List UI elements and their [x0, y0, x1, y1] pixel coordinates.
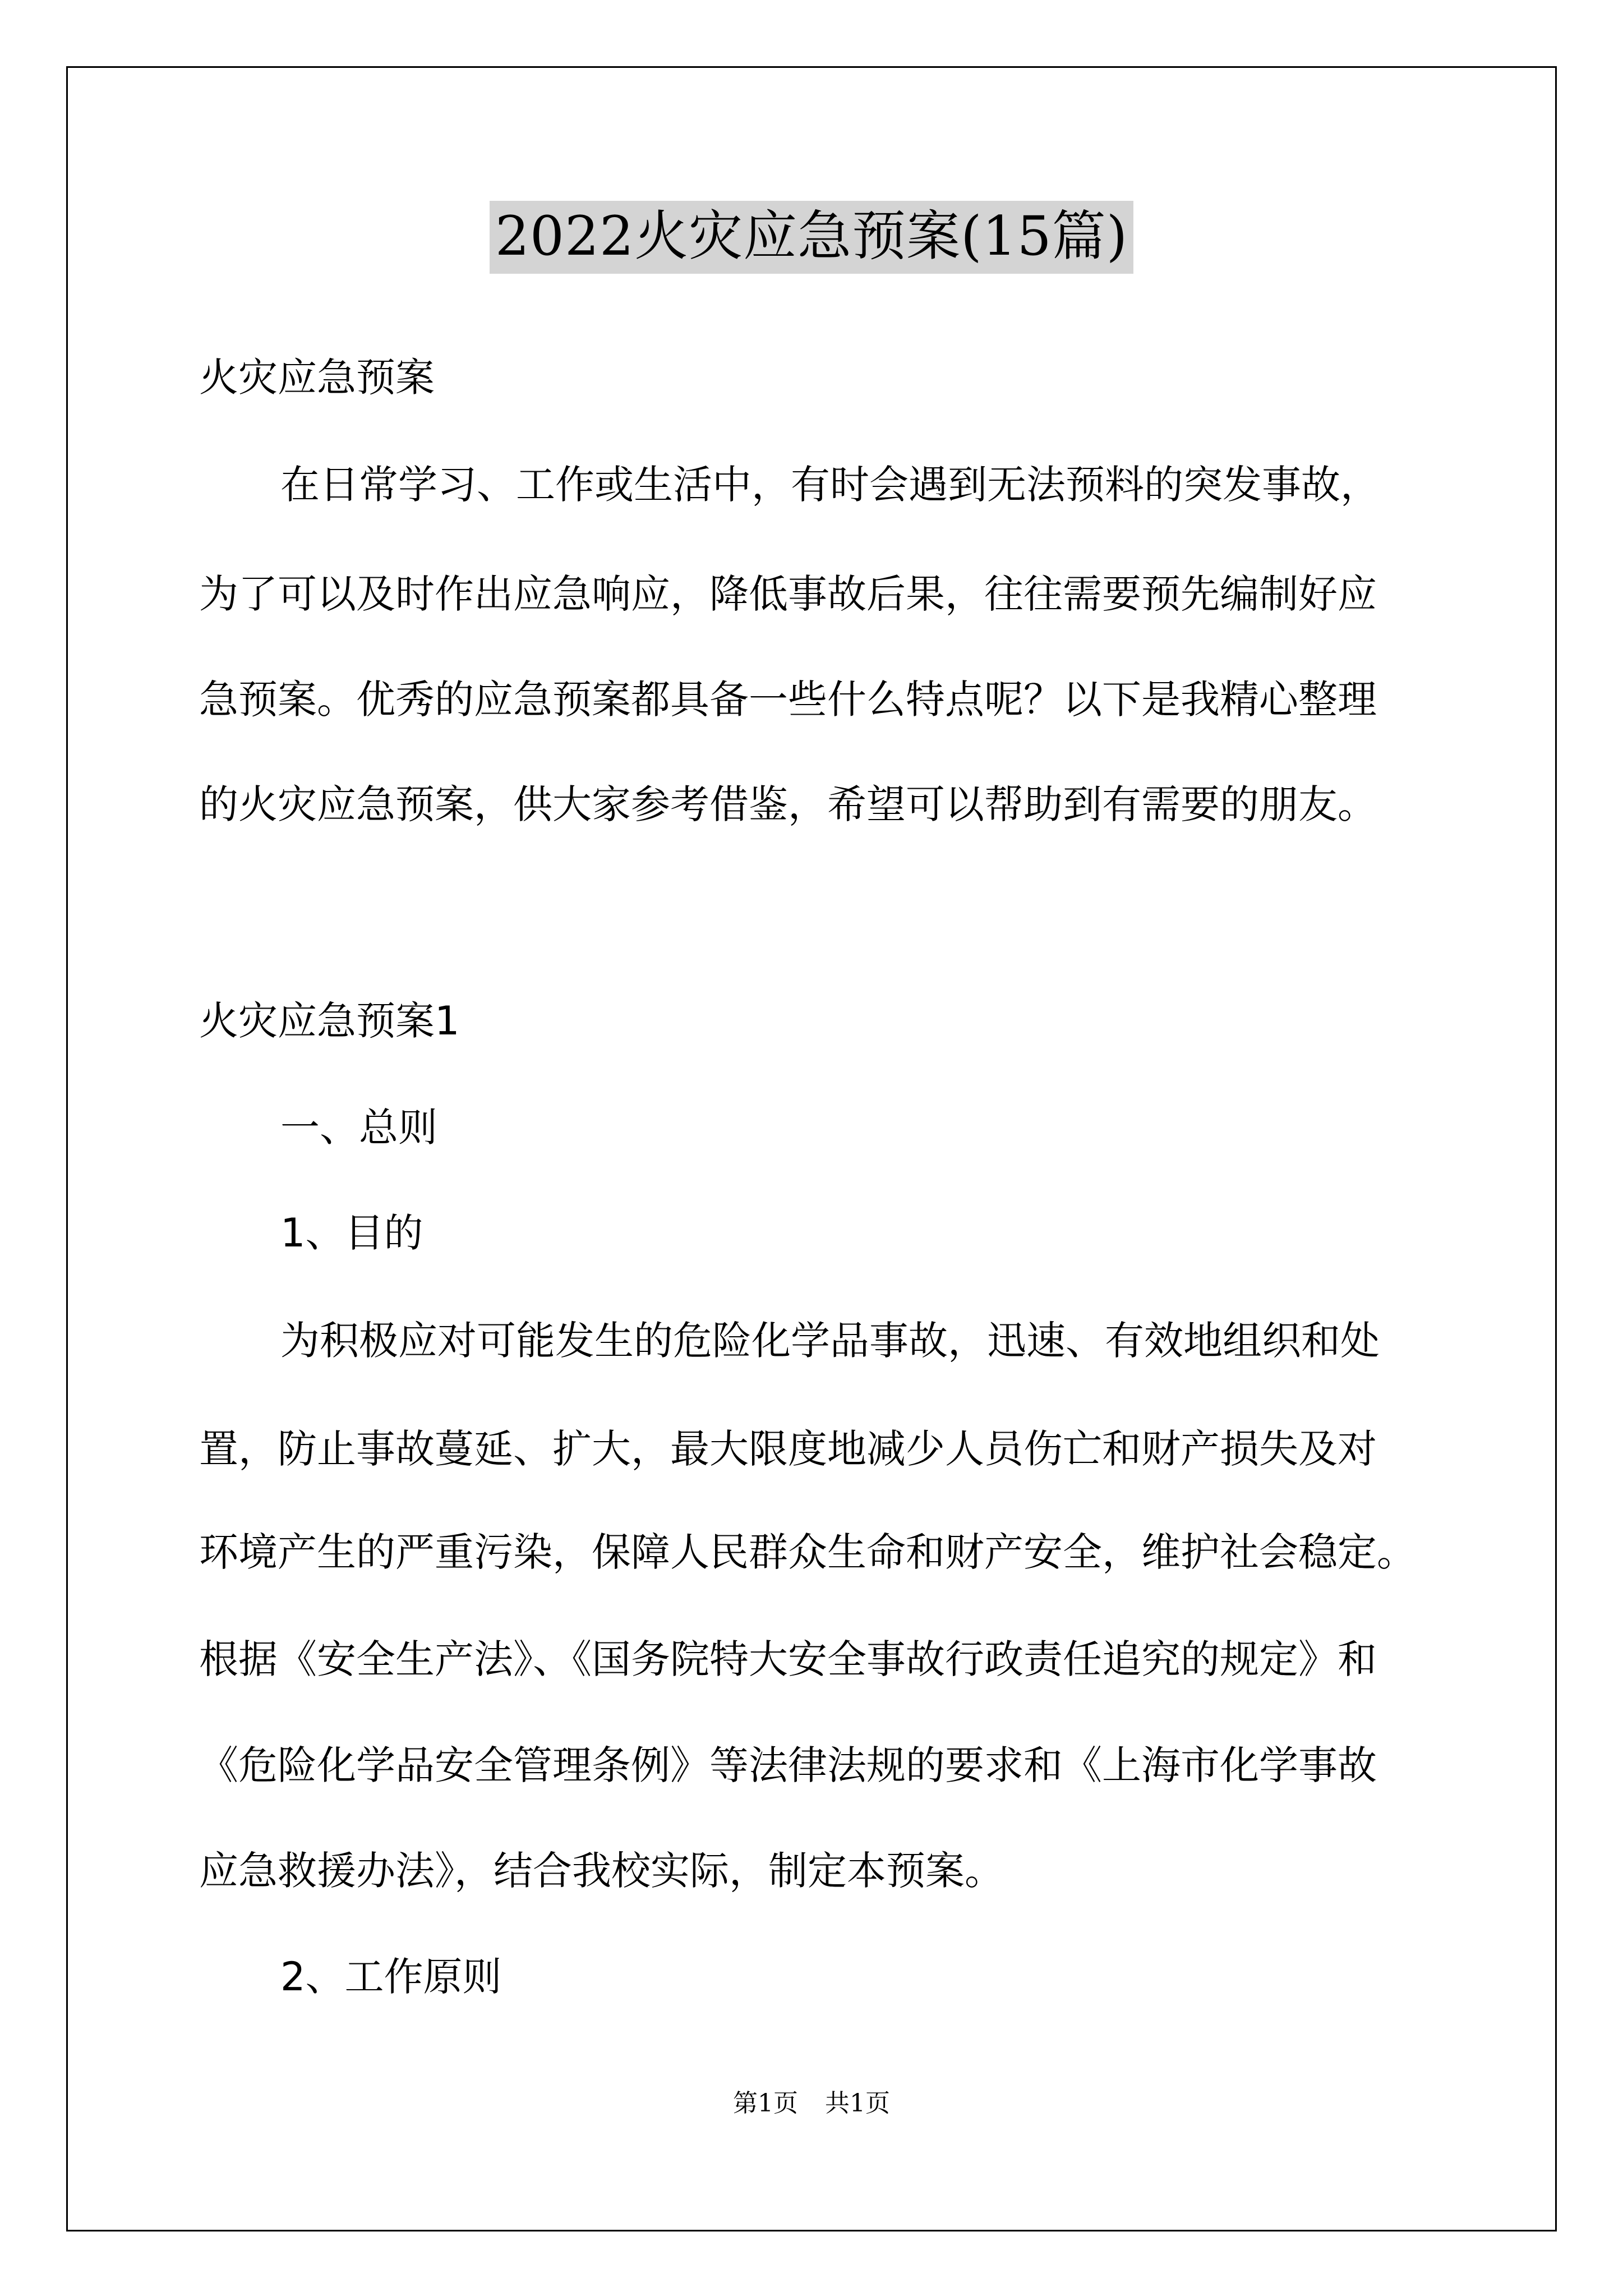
body-line-4: 根据《安全生产法》、《国务院特大安全事故行政责任追究的规定》和 — [199, 1636, 1377, 1682]
subsection-heading: 1、目的 — [280, 1210, 423, 1256]
body-line-6: 应急救援办法》，结合我校实际，制定本预案。 — [199, 1848, 1004, 1894]
intro-line-3: 急预案。优秀的应急预案都具备一些什么特点呢？以下是我精心整理 — [199, 677, 1377, 723]
plan-heading: 火灾应急预案1 — [199, 998, 460, 1044]
body-line-1: 为积极应对可能发生的危险化学品事故，迅速、有效地组织和处 — [280, 1318, 1380, 1364]
document-title: 2022火灾应急预案(15篇) — [490, 201, 1133, 274]
section-heading: 火灾应急预案 — [199, 355, 435, 401]
page-total: 共1页 — [825, 2089, 890, 2118]
intro-line-1: 在日常学习、工作或生活中，有时会遇到无法预料的突发事故， — [280, 462, 1380, 508]
intro-line-2: 为了可以及时作出应急响应，降低事故后果，往往需要预先编制好应 — [199, 571, 1377, 617]
chapter-heading: 一、总则 — [280, 1105, 437, 1151]
page-number: 第1页 — [733, 2089, 798, 2118]
subsection-heading: 2、工作原则 — [280, 1954, 502, 2000]
page-footer — [0, 2088, 1623, 2119]
title-container — [0, 201, 1623, 274]
intro-line-4: 的火灾应急预案，供大家参考借鉴，希望可以帮助到有需要的朋友。 — [199, 781, 1377, 827]
body-line-5: 《危险化学品安全管理条例》等法律法规的要求和《上海市化学事故 — [199, 1742, 1377, 1788]
body-line-2: 置，防止事故蔓延、扩大，最大限度地减少人员伤亡和财产损失及对 — [199, 1426, 1377, 1472]
body-line-3: 环境产生的严重污染，保障人民群众生命和财产安全，维护社会稳定。 — [199, 1529, 1416, 1575]
